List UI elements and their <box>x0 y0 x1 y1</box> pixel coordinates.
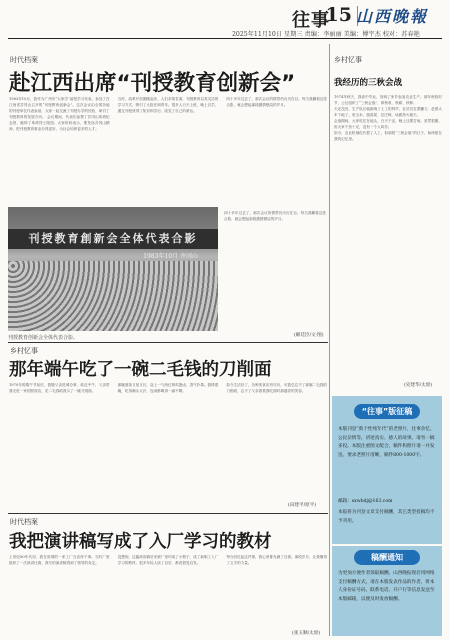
section-title: 往事 <box>292 10 330 31</box>
payment-notice-title: 稿酬通知 <box>354 550 420 565</box>
sidebar-byline: (史建华/太原) <box>404 383 433 388</box>
divider-1 <box>8 342 328 343</box>
article-2-body <box>9 382 327 498</box>
article-3-col-2 <box>118 554 219 628</box>
group-photo <box>8 207 218 331</box>
article-1-p3: 当时，改革开放刚刚起步，人们求知若渴，刊授教育以其灵活的学习方式，吸引了大批在职青年。很多人白天上班，晚上自学，通过刊授获得了知识和学历，改变了自己的命运。 <box>117 97 219 113</box>
photo-stamp: 1983年10月 井冈山 <box>143 253 198 260</box>
article-3-col-3 <box>226 554 327 628</box>
photo-caption: 刊授教育创新会全体代表合影。 <box>8 335 79 341</box>
submission-footer: 本报将为刊登文章支付稿酬，其它类型投稿均不予刊用。 <box>338 510 435 524</box>
article-3-tag: 时代档案 <box>10 518 38 526</box>
article-3-p1: 上世纪80年代初，我在省城的一家工厂当宣传干事。当时厂里组织了一次演讲比赛，我写的演讲稿得到了领导的肯定。 <box>9 555 110 565</box>
call-for-submissions-box <box>332 396 442 544</box>
sidebar-body <box>334 94 442 380</box>
call-for-submissions-title: “往事”版征稿 <box>354 404 420 419</box>
article-1-byline: (解廷臣/文·图) <box>294 333 324 338</box>
page-header <box>0 0 450 40</box>
article-2-headline: 那年端午吃了一碗二毛钱的刀削面 <box>9 360 272 380</box>
payment-notice-box <box>332 546 442 636</box>
article-1-p1: 1983年10月，我作为广州市“大家学”函授学习代表，参加了在江西省井冈山召开的“刊授教育创新会”。这次会议由全国各地的刊授单位代表参加，大家一起交流了刊授办学的经验，研讨了刊授教育的发展方向。 <box>9 97 110 119</box>
article-3-headline: 我把演讲稿写成了入厂学习的教材 <box>9 532 272 552</box>
article-1-side-text <box>224 210 326 330</box>
article-2-byline: (田建平/原平) <box>288 503 317 508</box>
article-2-tag: 乡村忆事 <box>10 347 38 355</box>
article-2-p1: 1970年的端午节前后，我随父亲进城办事，临近中午，父亲带我走进一家国营饭店，花二毛钱给我买了一碗刀削面。 <box>9 383 110 393</box>
article-1-p4: 四十多年过去了，那次会议的情景仍历历在目。每当我翻看这张合影，就会想起那段激情燃烧的岁月。 <box>226 97 327 107</box>
sidebar-p3: 会战期间，大家吃住在地头，白天干活，晚上还要打场。虽然很累，但大家干劲十足，没有一个人叫苦。 <box>334 119 442 129</box>
page-number: 15 <box>325 4 352 26</box>
article-3-body <box>9 554 327 628</box>
article-1-p2: 会议期间，代表们参观了井冈山革命纪念馆，瞻仰了革命烈士陵园。大家纷纷表示，要发扬井冈山精神，把刊授教育事业办得更好，为社会培养更多的人才。 <box>9 115 110 131</box>
sidebar-p2: 天还没亮，生产队长就敲响了上工的钟声，社员们扛着镰刀、赶着大车下地了。收玉米、刨高粱、拉庄稼，场面热火朝天。 <box>334 107 442 117</box>
article-1-tag: 时代档案 <box>10 56 38 64</box>
submission-email[interactable]: 邮箱：sxwbdj@163.com <box>338 499 393 504</box>
sidebar-p4: 如今，农业机械化代替了人工，但那段“三秋会战”的日子，始终留在我的记忆里。 <box>334 131 442 141</box>
header-rule <box>8 38 442 39</box>
photo-banner: 刊授教育創新会全体代表合影 <box>8 229 218 249</box>
article-2-col-3 <box>226 382 327 498</box>
article-3-p3: 每当回忆起这件事，我心里都充满了自豪。那段岁月，让我懂得了文字的力量。 <box>226 555 327 565</box>
column-separator <box>329 44 330 636</box>
article-2-p2: 那碗面条又宽又长，浇上一勺西红柿鸡蛋卤，香气扑鼻。我捧着碗，吃得满头大汗，连汤都喝得一滴不剩。 <box>117 383 219 393</box>
article-3-byline: (张玉顺/太原) <box>292 631 321 636</box>
article-1-col-2 <box>118 96 219 200</box>
payment-notice-text: 为更加方便作者领取稿酬，山西晚报现启用网络支付稿酬方式，请在本版发表作品的作者，将本人身份证号码、联系电话、开户行等信息发送至本版邮箱，以便及时发放稿酬。 <box>338 571 435 602</box>
call-for-submissions-text: 本版刊登“新个性纯年代”的老照片，往事杂忆、公民杂情等，讲述真实、感人的故事。请勿一稿多投。本版注重图文配合，稿件和照片请一并发送。要求老照片清晰，稿件800-1000字。 <box>338 427 435 458</box>
article-2-p3: 如今生活好了，各种美食应有尽有，可我总忘不了那碗二毛钱的刀削面，忘不了父亲看着我吃面时那慈祥的笑容。 <box>226 383 327 393</box>
article-1-headline: 赴江西出席“刊授教育创新会” <box>9 71 296 96</box>
article-2-col-2 <box>118 382 219 498</box>
photo-crowd <box>8 261 218 331</box>
article-1-body <box>9 96 327 200</box>
article-3-col-1 <box>9 554 110 628</box>
masthead-logo: 山西晚報 <box>356 7 429 26</box>
article-2-col-1 <box>9 382 110 498</box>
article-3-p2: 没想到，这篇演讲稿后来被厂里印成了小册子，成了新职工入厂学习的教材。很多年轻人读了以后，都说很受启发。 <box>117 555 219 565</box>
article-1-col-1 <box>9 96 110 200</box>
issue-meta: 2025年11月10日 星期三 责编：李丽丽 美编：傅宇杰 校对：苏春艳 <box>232 31 420 38</box>
article-1-side-p: 四十多年过去了，那次会议的情景仍历历在目。每当我翻看这张合影，就会想起那段激情燃烧的岁月。 <box>224 211 326 221</box>
article-1-col-3 <box>226 96 327 200</box>
sidebar-p1: 1974年秋天，我高中毕业，回到了家乡参加农业生产。那年秋收时节，公社组织了“三秋会战”，即秋收、秋耕、秋种。 <box>334 95 442 105</box>
sidebar-headline: 我经历的三秋会战 <box>334 78 403 88</box>
divider-2 <box>8 513 328 514</box>
sidebar-tag: 乡村忆事 <box>334 56 362 64</box>
